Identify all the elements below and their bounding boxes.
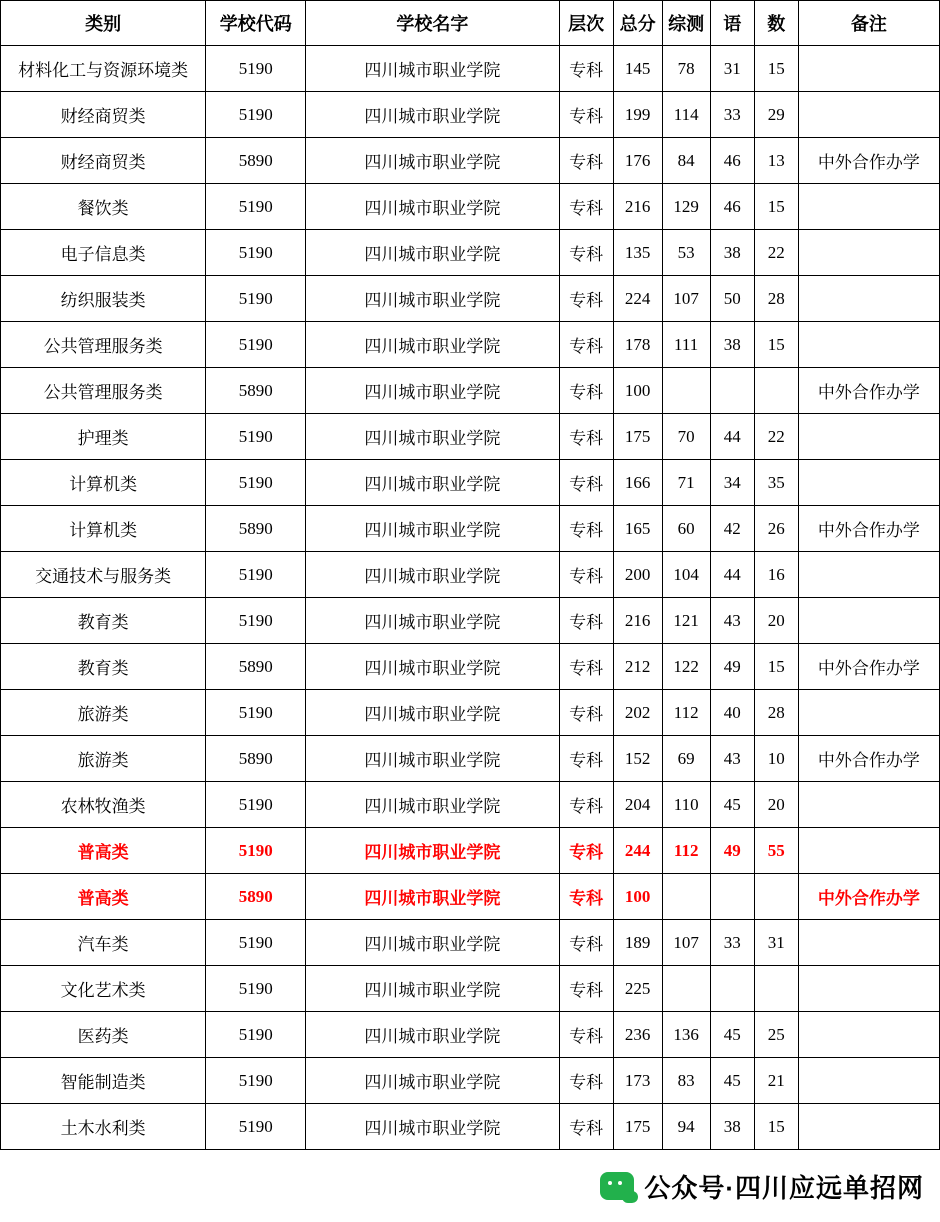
cell-category: 汽车类 <box>1 920 206 966</box>
cell-total-score: 236 <box>613 1012 662 1058</box>
cell-chinese: 38 <box>710 230 754 276</box>
table-row <box>1 598 940 644</box>
cell-remark <box>798 690 939 736</box>
cell-level: 专科 <box>559 782 613 828</box>
table-row <box>1 920 940 966</box>
cell-total-score: 199 <box>613 92 662 138</box>
cell-remark <box>798 920 939 966</box>
cell-remark <box>798 1104 939 1150</box>
cell-level: 专科 <box>559 322 613 368</box>
cell-remark: 中外合作办学 <box>798 368 939 414</box>
cell-school-name: 四川城市职业学院 <box>306 874 559 920</box>
cell-level: 专科 <box>559 1104 613 1150</box>
cell-math: 10 <box>754 736 798 782</box>
cell-category: 农林牧渔类 <box>1 782 206 828</box>
table-row <box>1 1104 940 1150</box>
cell-category: 公共管理服务类 <box>1 368 206 414</box>
cell-school-code: 5190 <box>206 460 306 506</box>
table-row <box>1 92 940 138</box>
column-header-math: 数 <box>754 1 798 46</box>
cell-school-name: 四川城市职业学院 <box>306 552 559 598</box>
cell-level: 专科 <box>559 736 613 782</box>
cell-comprehensive: 70 <box>662 414 710 460</box>
cell-level: 专科 <box>559 414 613 460</box>
cell-category: 医药类 <box>1 1012 206 1058</box>
cell-comprehensive: 78 <box>662 46 710 92</box>
cell-category: 财经商贸类 <box>1 138 206 184</box>
cell-comprehensive: 110 <box>662 782 710 828</box>
cell-chinese: 45 <box>710 782 754 828</box>
cell-school-code: 5190 <box>206 1058 306 1104</box>
cell-school-code: 5190 <box>206 552 306 598</box>
cell-chinese: 40 <box>710 690 754 736</box>
cell-level: 专科 <box>559 1058 613 1104</box>
cell-chinese: 46 <box>710 184 754 230</box>
cell-comprehensive: 71 <box>662 460 710 506</box>
wechat-icon <box>600 1172 634 1200</box>
cell-category: 餐饮类 <box>1 184 206 230</box>
cell-school-code: 5190 <box>206 828 306 874</box>
cell-category: 电子信息类 <box>1 230 206 276</box>
cell-comprehensive: 112 <box>662 690 710 736</box>
cell-total-score: 152 <box>613 736 662 782</box>
table-row <box>1 644 940 690</box>
cell-chinese: 44 <box>710 552 754 598</box>
cell-comprehensive: 136 <box>662 1012 710 1058</box>
cell-remark <box>798 230 939 276</box>
cell-total-score: 216 <box>613 184 662 230</box>
cell-level: 专科 <box>559 46 613 92</box>
cell-comprehensive: 112 <box>662 828 710 874</box>
cell-level: 专科 <box>559 1012 613 1058</box>
cell-school-code: 5890 <box>206 368 306 414</box>
cell-math: 55 <box>754 828 798 874</box>
table-row <box>1 230 940 276</box>
cell-level: 专科 <box>559 828 613 874</box>
table-row <box>1 460 940 506</box>
cell-math: 20 <box>754 598 798 644</box>
cell-level: 专科 <box>559 874 613 920</box>
table-row <box>1 782 940 828</box>
column-header-remark: 备注 <box>798 1 939 46</box>
cell-remark <box>798 184 939 230</box>
cell-chinese: 43 <box>710 598 754 644</box>
cell-comprehensive: 122 <box>662 644 710 690</box>
cell-level: 专科 <box>559 920 613 966</box>
cell-category: 交通技术与服务类 <box>1 552 206 598</box>
cell-comprehensive: 129 <box>662 184 710 230</box>
column-header-chinese: 语 <box>710 1 754 46</box>
table-row <box>1 828 940 874</box>
cell-school-name: 四川城市职业学院 <box>306 1012 559 1058</box>
cell-level: 专科 <box>559 184 613 230</box>
cell-remark <box>798 1058 939 1104</box>
cell-chinese <box>710 874 754 920</box>
cell-comprehensive: 69 <box>662 736 710 782</box>
cell-school-name: 四川城市职业学院 <box>306 322 559 368</box>
column-header-level: 层次 <box>559 1 613 46</box>
cell-school-code: 5190 <box>206 92 306 138</box>
cell-math: 15 <box>754 644 798 690</box>
cell-chinese: 33 <box>710 92 754 138</box>
cell-comprehensive: 83 <box>662 1058 710 1104</box>
cell-total-score: 212 <box>613 644 662 690</box>
cell-category: 土木水利类 <box>1 1104 206 1150</box>
cell-level: 专科 <box>559 92 613 138</box>
cell-school-code: 5190 <box>206 966 306 1012</box>
cell-school-code: 5190 <box>206 598 306 644</box>
cell-school-name: 四川城市职业学院 <box>306 644 559 690</box>
cell-comprehensive: 111 <box>662 322 710 368</box>
cell-category: 教育类 <box>1 598 206 644</box>
cell-school-code: 5190 <box>206 322 306 368</box>
table-row <box>1 874 940 920</box>
cell-school-name: 四川城市职业学院 <box>306 46 559 92</box>
cell-remark <box>798 322 939 368</box>
cell-category: 教育类 <box>1 644 206 690</box>
cell-level: 专科 <box>559 368 613 414</box>
cell-school-name: 四川城市职业学院 <box>306 598 559 644</box>
footer-text: 公众号·四川应远单招网 <box>644 1172 924 1203</box>
cell-school-name: 四川城市职业学院 <box>306 1058 559 1104</box>
cell-total-score: 175 <box>613 1104 662 1150</box>
cell-remark: 中外合作办学 <box>798 138 939 184</box>
cell-math: 28 <box>754 276 798 322</box>
cell-school-code: 5190 <box>206 782 306 828</box>
cell-remark <box>798 828 939 874</box>
cell-total-score: 178 <box>613 322 662 368</box>
cell-school-name: 四川城市职业学院 <box>306 460 559 506</box>
cell-math: 26 <box>754 506 798 552</box>
cell-school-code: 5890 <box>206 736 306 782</box>
cell-remark: 中外合作办学 <box>798 736 939 782</box>
cell-math: 15 <box>754 322 798 368</box>
cell-school-name: 四川城市职业学院 <box>306 368 559 414</box>
table-row <box>1 552 940 598</box>
cell-category: 计算机类 <box>1 506 206 552</box>
cell-remark <box>798 552 939 598</box>
cell-school-name: 四川城市职业学院 <box>306 690 559 736</box>
cell-category: 计算机类 <box>1 460 206 506</box>
cell-category: 旅游类 <box>1 690 206 736</box>
cell-chinese: 43 <box>710 736 754 782</box>
cell-remark <box>798 782 939 828</box>
cell-school-name: 四川城市职业学院 <box>306 184 559 230</box>
cell-total-score: 200 <box>613 552 662 598</box>
table-row <box>1 276 940 322</box>
cell-school-code: 5890 <box>206 506 306 552</box>
table-row <box>1 138 940 184</box>
cell-level: 专科 <box>559 966 613 1012</box>
cell-math: 35 <box>754 460 798 506</box>
cell-math: 15 <box>754 184 798 230</box>
cell-total-score: 165 <box>613 506 662 552</box>
cell-comprehensive: 84 <box>662 138 710 184</box>
cell-comprehensive <box>662 368 710 414</box>
cell-total-score: 204 <box>613 782 662 828</box>
cell-math: 29 <box>754 92 798 138</box>
cell-comprehensive: 104 <box>662 552 710 598</box>
cell-total-score: 175 <box>613 414 662 460</box>
cell-comprehensive <box>662 874 710 920</box>
cell-category: 旅游类 <box>1 736 206 782</box>
cell-math: 21 <box>754 1058 798 1104</box>
cell-chinese: 49 <box>710 828 754 874</box>
cell-chinese: 31 <box>710 46 754 92</box>
cell-level: 专科 <box>559 138 613 184</box>
cell-total-score: 202 <box>613 690 662 736</box>
table-row <box>1 46 940 92</box>
cell-school-code: 5890 <box>206 644 306 690</box>
cell-math: 22 <box>754 230 798 276</box>
cell-school-code: 5190 <box>206 690 306 736</box>
column-header-category: 类别 <box>1 1 206 46</box>
cell-total-score: 100 <box>613 368 662 414</box>
table-row <box>1 690 940 736</box>
cell-category: 财经商贸类 <box>1 92 206 138</box>
cell-comprehensive: 53 <box>662 230 710 276</box>
cell-school-code: 5190 <box>206 1104 306 1150</box>
cell-remark <box>798 1012 939 1058</box>
column-header-school-name: 学校名字 <box>306 1 559 46</box>
cell-math <box>754 874 798 920</box>
cell-chinese: 50 <box>710 276 754 322</box>
cell-total-score: 216 <box>613 598 662 644</box>
cell-total-score: 176 <box>613 138 662 184</box>
cell-total-score: 173 <box>613 1058 662 1104</box>
cell-school-code: 5190 <box>206 276 306 322</box>
cell-math <box>754 966 798 1012</box>
cell-level: 专科 <box>559 460 613 506</box>
cell-school-code: 5190 <box>206 920 306 966</box>
cell-category: 公共管理服务类 <box>1 322 206 368</box>
cell-math: 28 <box>754 690 798 736</box>
cell-level: 专科 <box>559 552 613 598</box>
cell-school-name: 四川城市职业学院 <box>306 414 559 460</box>
cell-chinese <box>710 966 754 1012</box>
cell-category: 普高类 <box>1 874 206 920</box>
cell-chinese: 38 <box>710 322 754 368</box>
column-header-total-score: 总分 <box>613 1 662 46</box>
cell-school-name: 四川城市职业学院 <box>306 1104 559 1150</box>
cell-total-score: 225 <box>613 966 662 1012</box>
cell-school-name: 四川城市职业学院 <box>306 230 559 276</box>
cell-comprehensive: 107 <box>662 920 710 966</box>
cell-math: 25 <box>754 1012 798 1058</box>
cell-level: 专科 <box>559 276 613 322</box>
cell-chinese: 38 <box>710 1104 754 1150</box>
cell-math: 31 <box>754 920 798 966</box>
cell-total-score: 224 <box>613 276 662 322</box>
cell-comprehensive: 121 <box>662 598 710 644</box>
cell-remark <box>798 598 939 644</box>
cell-category: 文化艺术类 <box>1 966 206 1012</box>
footer-watermark <box>0 1150 940 1222</box>
table-row <box>1 506 940 552</box>
cell-category: 护理类 <box>1 414 206 460</box>
table-row <box>1 1058 940 1104</box>
table-row <box>1 966 940 1012</box>
table-row <box>1 414 940 460</box>
cell-remark <box>798 966 939 1012</box>
cell-school-name: 四川城市职业学院 <box>306 276 559 322</box>
cell-category: 纺织服装类 <box>1 276 206 322</box>
cell-school-name: 四川城市职业学院 <box>306 920 559 966</box>
table-row <box>1 368 940 414</box>
cell-chinese: 46 <box>710 138 754 184</box>
cell-chinese: 45 <box>710 1012 754 1058</box>
cell-school-name: 四川城市职业学院 <box>306 782 559 828</box>
cell-school-code: 5190 <box>206 230 306 276</box>
table-row <box>1 184 940 230</box>
table-header-row <box>1 1 940 46</box>
cell-chinese <box>710 368 754 414</box>
cell-school-code: 5190 <box>206 184 306 230</box>
cell-school-code: 5190 <box>206 414 306 460</box>
cell-school-code: 5890 <box>206 874 306 920</box>
cell-school-name: 四川城市职业学院 <box>306 92 559 138</box>
table-row <box>1 1012 940 1058</box>
cell-comprehensive: 114 <box>662 92 710 138</box>
cell-comprehensive: 94 <box>662 1104 710 1150</box>
column-header-school-code: 学校代码 <box>206 1 306 46</box>
cell-math: 15 <box>754 46 798 92</box>
cell-remark <box>798 414 939 460</box>
cell-school-code: 5190 <box>206 1012 306 1058</box>
cell-remark <box>798 92 939 138</box>
cell-level: 专科 <box>559 598 613 644</box>
cell-school-name: 四川城市职业学院 <box>306 966 559 1012</box>
cell-remark: 中外合作办学 <box>798 874 939 920</box>
cell-chinese: 34 <box>710 460 754 506</box>
cell-chinese: 44 <box>710 414 754 460</box>
cell-comprehensive <box>662 966 710 1012</box>
cell-remark <box>798 460 939 506</box>
cell-remark: 中外合作办学 <box>798 644 939 690</box>
cell-math <box>754 368 798 414</box>
cell-math: 15 <box>754 1104 798 1150</box>
cell-math: 13 <box>754 138 798 184</box>
cell-chinese: 33 <box>710 920 754 966</box>
table-row <box>1 736 940 782</box>
cell-level: 专科 <box>559 506 613 552</box>
cell-comprehensive: 107 <box>662 276 710 322</box>
cell-remark <box>798 276 939 322</box>
cell-math: 16 <box>754 552 798 598</box>
column-header-comprehensive: 综测 <box>662 1 710 46</box>
cell-total-score: 189 <box>613 920 662 966</box>
cell-total-score: 135 <box>613 230 662 276</box>
cell-math: 20 <box>754 782 798 828</box>
cell-total-score: 145 <box>613 46 662 92</box>
table-body <box>1 46 940 1150</box>
cell-category: 材料化工与资源环境类 <box>1 46 206 92</box>
cell-school-name: 四川城市职业学院 <box>306 736 559 782</box>
cell-school-name: 四川城市职业学院 <box>306 828 559 874</box>
cell-remark <box>798 46 939 92</box>
cell-school-code: 5890 <box>206 138 306 184</box>
cell-chinese: 42 <box>710 506 754 552</box>
cell-school-name: 四川城市职业学院 <box>306 506 559 552</box>
cell-category: 智能制造类 <box>1 1058 206 1104</box>
cell-total-score: 100 <box>613 874 662 920</box>
table-row <box>1 322 940 368</box>
cell-school-code: 5190 <box>206 46 306 92</box>
cell-category: 普高类 <box>1 828 206 874</box>
cell-chinese: 49 <box>710 644 754 690</box>
cell-chinese: 45 <box>710 1058 754 1104</box>
cell-level: 专科 <box>559 644 613 690</box>
cell-comprehensive: 60 <box>662 506 710 552</box>
cell-total-score: 166 <box>613 460 662 506</box>
cell-school-name: 四川城市职业学院 <box>306 138 559 184</box>
cell-remark: 中外合作办学 <box>798 506 939 552</box>
cell-math: 22 <box>754 414 798 460</box>
cell-level: 专科 <box>559 230 613 276</box>
cell-total-score: 244 <box>613 828 662 874</box>
cell-level: 专科 <box>559 690 613 736</box>
